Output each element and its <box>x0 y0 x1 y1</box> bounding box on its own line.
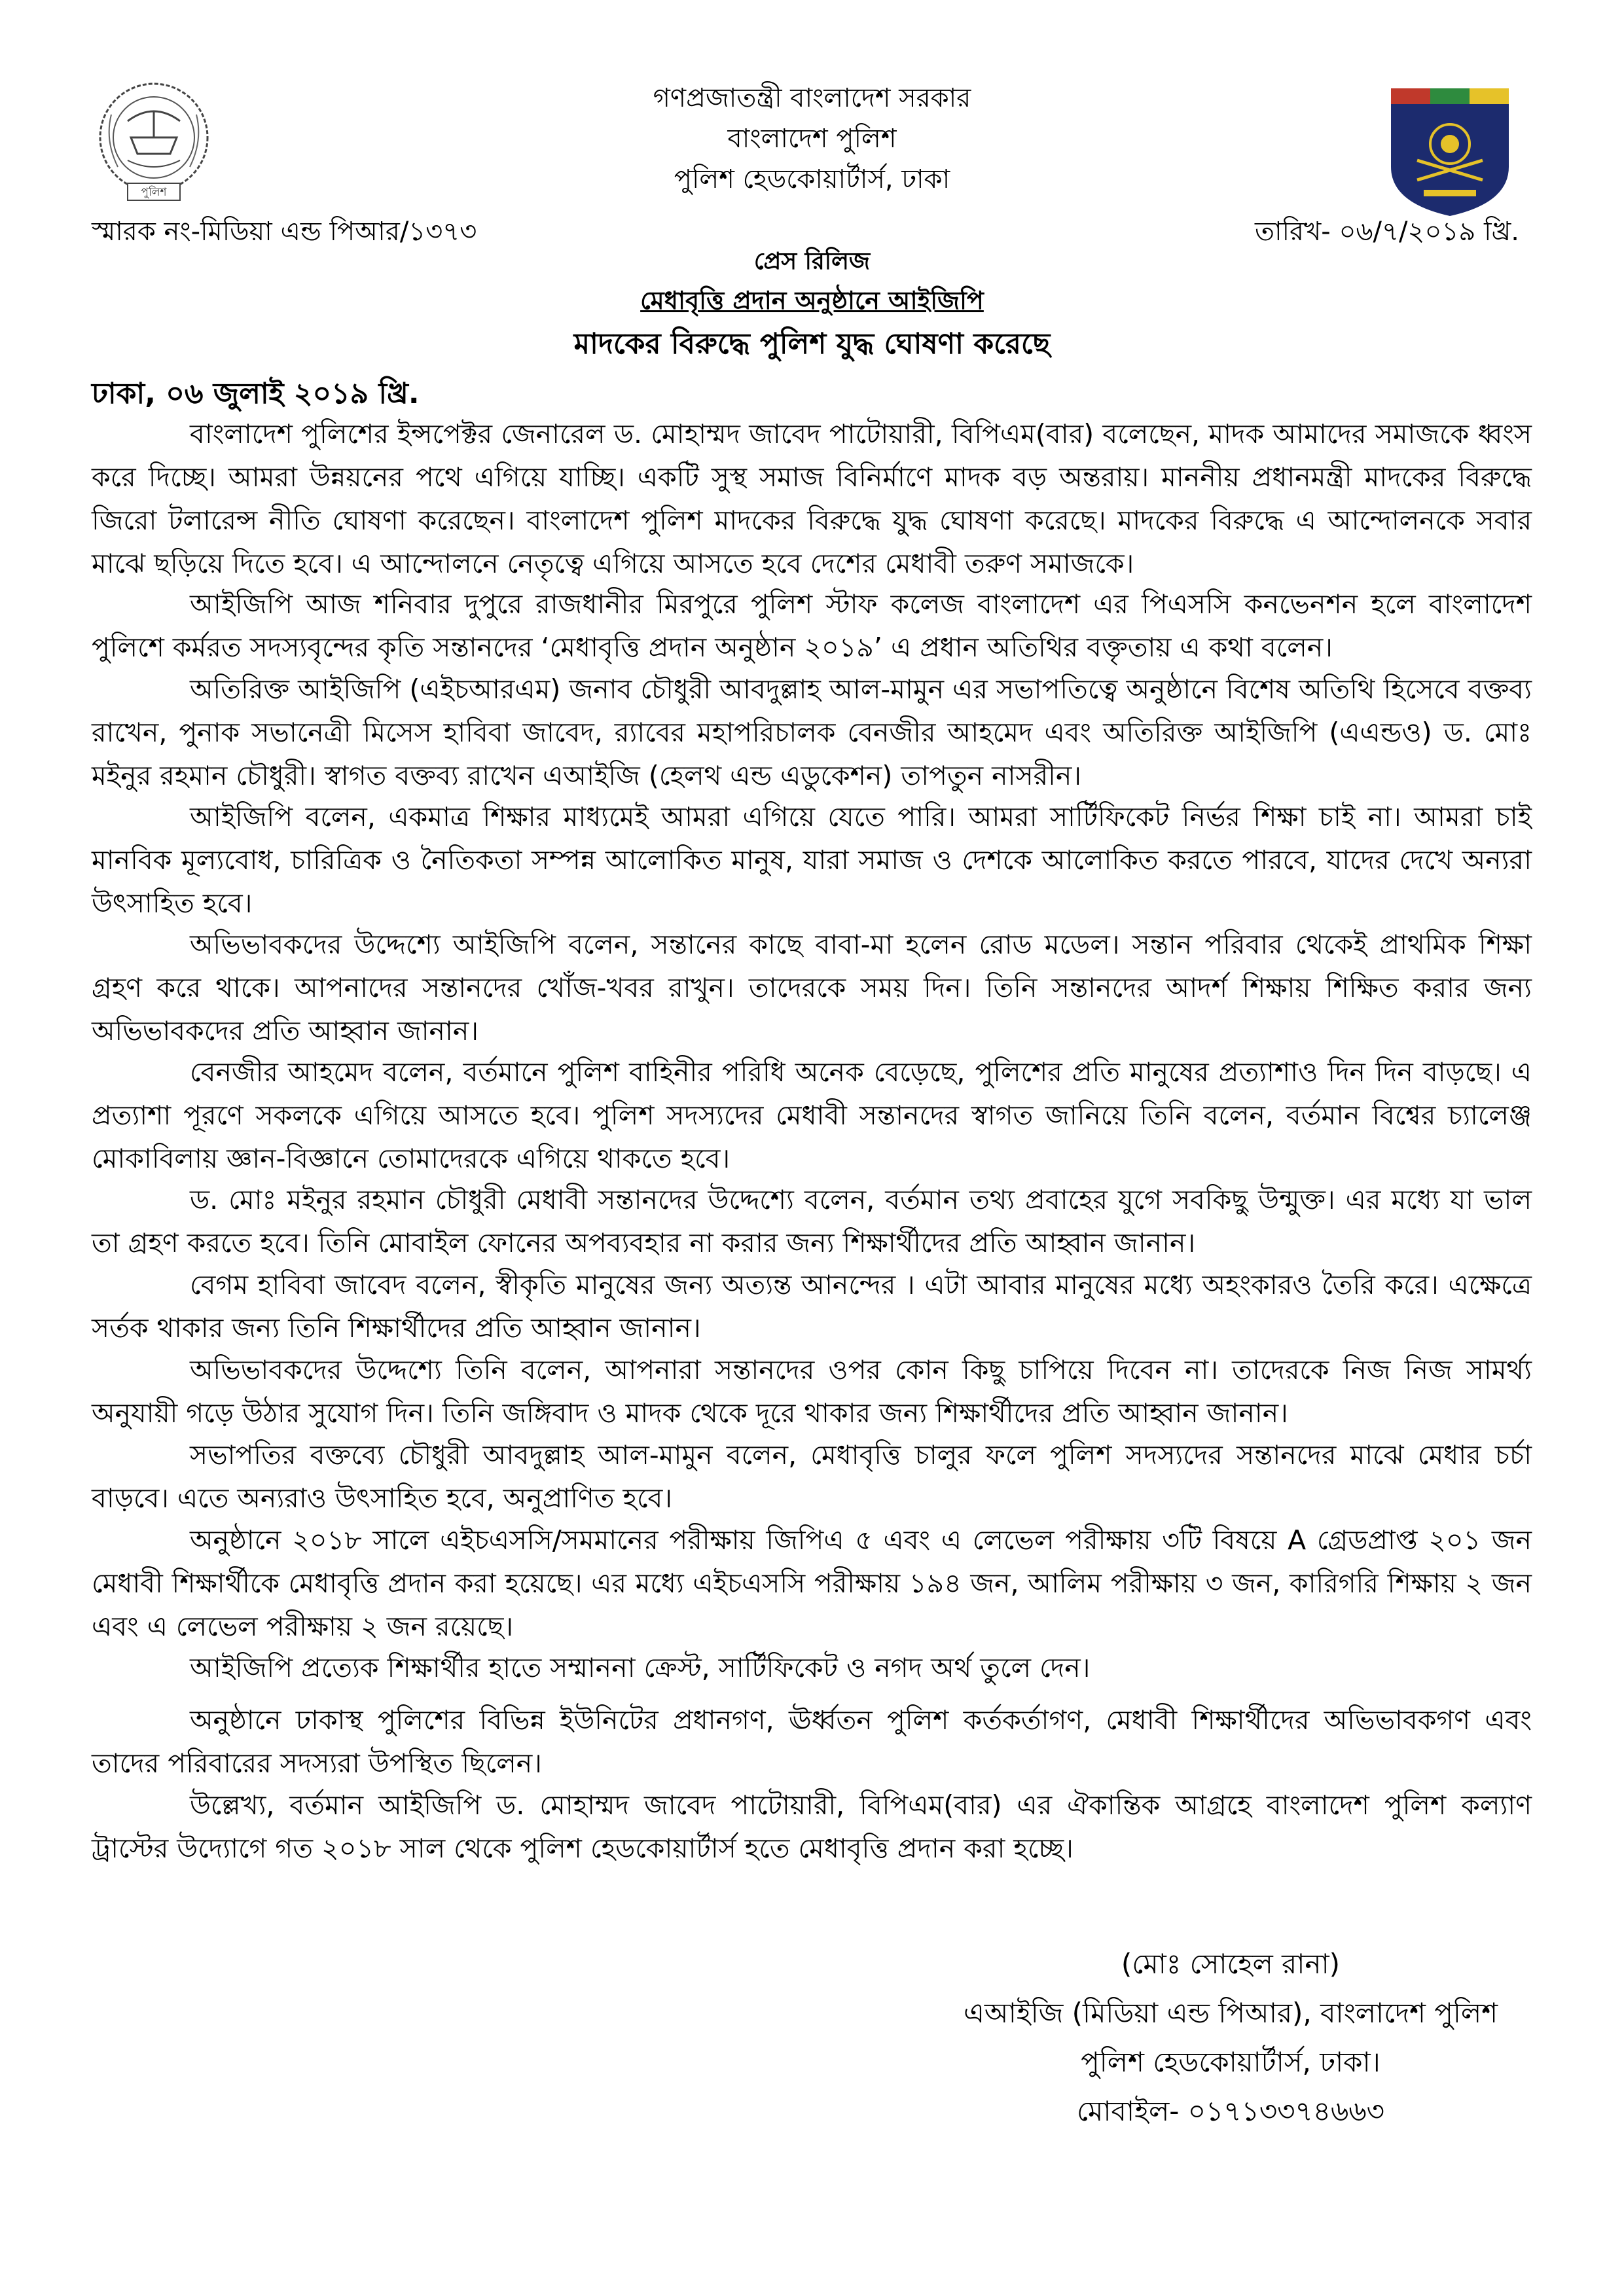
body-paragraph-2: আইজিপি আজ শনিবার দুপুরে রাজধানীর মিরপুরে পুলিশ স্টাফ কলেজ বাংলাদেশ এর পিএসসি কনভেনশন হলে বাংলাদেশ পুলিশে কর্মরত সদস্যবৃন্দের কৃতি সন্তানদের ‘মেধাবৃত্তি প্রদান অনুষ্ঠান ২০১৯’ এ প্রধান অতিথির বক্তৃতায় এ কথা বলেন। <box>92 588 1532 663</box>
body-paragraph-3: অতিরিক্ত আইজিপি (এইচআরএম) জনাব চৌধুরী আবদুল্লাহ আল-মামুন এর সভাপতিত্বে অনুষ্ঠানে বিশেষ অতিথি হিসেবে বক্তব্য রাখেন, পুনাক সভানেত্রী মিসেস হাবিবা জাবেদ, র‍্যাবের মহাপরিচালক বেনজীর আহমেদ এবং অতিরিক্ত আইজিপি (এএন্ডও) ড. মোঃ মইনুর রহমান চৌধুরী। স্বাগত বক্তব্য রাখেন এআইজি (হেলথ এন্ড এডুকেশন) তাপতুন নাসরীন। <box>92 673 1532 791</box>
body-paragraph-13: অনুষ্ঠানে ঢাকাস্থ পুলিশের বিভিন্ন ইউনিটের প্রধানগণ, ঊর্ধ্বতন পুলিশ কর্তকর্তাগণ, মেধাবী শিক্ষার্থীদের অভিভাবকগণ এবং তাদের পরিবারের সদস্যরা উপস্থিত ছিলেন। <box>92 1704 1532 1779</box>
headline: মাদকের বিরুদ্ধে পুলিশ যুদ্ধ ঘোষণা করেছে <box>573 327 1051 361</box>
body-paragraph-8: বেগম হাবিবা জাবেদ বলেন, স্বীকৃতি মানুষের জন্য অত্যন্ত আনন্দের । এটা আবার মানুষের মধ্যে অহংকারও তৈরি করে। এক্ষেত্রে সর্তক থাকার জন্য তিনি শিক্ষার্থীদের প্রতি আহ্বান জানান। <box>92 1269 1532 1344</box>
body-paragraph-5: অভিভাবকদের উদ্দেশ্যে আইজিপি বলেন, সন্তানের কাছে বাবা-মা হলেন রোড মডেল। সন্তান পরিবার থেকেই প্রাথমিক শিক্ষা গ্রহণ করে থাকে। আপনাদের সন্তানদের খোঁজ-খবর রাখুন। তাদেরকে সময় দিন। তিনি সন্তানদের আদর্শ শিক্ষায় শিক্ষিত করার জন্য অভিভাবকদের প্রতি আহ্বান জানান। <box>92 929 1532 1047</box>
subheading-text: মেধাবৃত্তি প্রদান অনুষ্ঠানে আইজিপি <box>640 286 984 315</box>
emblem-label: পুলিশ <box>141 186 167 199</box>
dateline: ঢাকা, ০৬ জুলাই ২০১৯ খ্রি. <box>92 377 420 410</box>
press-release-label: প্রেস রিলিজ <box>753 248 871 275</box>
memo-number: স্মারক নং-মিডিয়া এন্ড পিআর/১৩৭৩ <box>92 217 477 247</box>
body-paragraph-9: অভিভাবকদের উদ্দেশ্যে তিনি বলেন, আপনারা সন্তানদের ওপর কোন কিছু চাপিয়ে দিবেন না। তাদেরকে নিজ নিজ সামর্থ্য অনুযায়ী গড়ে উঠার সুযোগ দিন। তিনি জঙ্গিবাদ ও মাদক থেকে দূরে থাকার জন্য শিক্ষার্থীদের প্রতি আহ্বান জানান। <box>92 1354 1532 1429</box>
issue-date: তারিখ- ০৬/৭/২০১৯ খ্রি. <box>1254 217 1519 247</box>
body-paragraph-10: সভাপতির বক্তব্যে চৌধুরী আবদুল্লাহ আল-মামুন বলেন, মেধাবৃত্তি চালুর ফলে পুলিশ সদস্যদের সন্তানদের মাঝে মেধার চর্চা বাড়বে। এতে অন্যরাও উৎসাহিত হবে, অনুপ্রাণিত হবে। <box>92 1439 1532 1514</box>
body-paragraph-14: উল্লেখ্য, বর্তমান আইজিপি ড. মোহাম্মদ জাবেদ পাটোয়ারী, বিপিএম(বার) এর ঐকান্তিক আগ্রহে বাংলাদেশ পুলিশ কল্যাণ ট্রাস্টের উদ্যোগে গত ২০১৮ সাল থেকে পুলিশ হেডকোয়ার্টার্স হতে মেধাবৃত্তি প্রদান করা হচ্ছে। <box>92 1789 1532 1864</box>
subheading <box>0 281 1624 323</box>
office-name: পুলিশ হেডকোয়ার্টার্স, ঢাকা <box>674 164 950 194</box>
body-paragraph-1: বাংলাদেশ পুলিশের ইন্সপেক্টর জেনারেল ড. মোহাম্মদ জাবেদ পাটোয়ারী, বিপিএম(বার) বলেছেন, মাদক আমাদের সমাজকে ধ্বংস করে দিচ্ছে। আমরা উন্নয়নের পথে এগিয়ে যাচ্ছি। একটি সুস্থ সমাজ বিনির্মাণে মাদক বড় অন্তরায়। মাননীয় প্রধানমন্ত্রী মাদকের বিরুদ্ধে জিরো টলারেন্স নীতি ঘোষণা করেছেন। বাংলাদেশ পুলিশ মাদকের বিরুদ্ধে যুদ্ধ ঘোষণা করেছে। মাদকের বিরুদ্ধে এ আন্দোলনকে সবার মাঝে ছড়িয়ে দিতে হবে। এ আন্দোলনে নেতৃত্বে এগিয়ে আসতে হবে দেশের মেধাবী তরুণ সমাজকে। <box>92 418 1532 579</box>
body-paragraph-4: আইজিপি বলেন, একমাত্র শিক্ষার মাধ্যমেই আমরা এগিয়ে যেতে পারি। আমরা সার্টিফিকেট নির্ভর শিক্ষা চাই না। আমরা চাই মানবিক মূল্যবোধ, চারিত্রিক ও নৈতিকতা সম্পন্ন আলোকিত মানুষ, যারা সমাজ ও দেশকে আলোকিত করতে পারবে, যাদের দেখে অন্যরা উৎসাহিত হবে। <box>92 801 1532 919</box>
signatory-designation: এআইজি (মিডিয়া এন্ড পিআর), বাংলাদেশ পুলিশ <box>963 1997 1498 2029</box>
govt-name: গণপ্রজাতন্ত্রী বাংলাদেশ সরকার <box>653 83 971 113</box>
body-paragraph-12: আইজিপি প্রত্যেক শিক্ষার্থীর হাতে সম্মাননা ক্রেস্ট, সার্টিফিকেট ও নগদ অর্থ তুলে দেন। <box>190 1652 1091 1683</box>
signatory-office: পুলিশ হেডকোয়ার্টার্স, ঢাকা। <box>1081 2046 1380 2078</box>
signatory-name: (মোঃ সোহেল রানা) <box>1121 1948 1341 1980</box>
body-paragraph-6: বেনজীর আহমেদ বলেন, বর্তমানে পুলিশ বাহিনীর পরিধি অনেক বেড়েছে, পুলিশের প্রতি মানুষের প্রত্যাশাও দিন দিন বাড়ছে। এ প্রত্যাশা পূরণে সকলকে এগিয়ে আসতে হবে। পুলিশ সদস্যদের মেধাবী সন্তানদের স্বাগত জানিয়ে তিনি বলেন, বর্তমান বিশ্বের চ্যালেঞ্জ মোকাবিলায় জ্ঞান-বিজ্ঞানে তোমাদেরকে এগিয়ে থাকতে হবে। <box>92 1056 1532 1174</box>
department-name: বাংলাদেশ পুলিশ <box>727 124 897 154</box>
signatory-mobile: মোবাইল- ০১৭১৩৩৭৪৬৬৩ <box>1077 2095 1384 2127</box>
body-paragraph-11: অনুষ্ঠানে ২০১৮ সালে এইচএসসি/সমমানের পরীক্ষায় জিপিএ ৫ এবং এ লেভেল পরীক্ষায় ৩টি বিষয়ে A গ্রেডপ্রাপ্ত ২০১ জন মেধাবী শিক্ষার্থীকে মেধাবৃত্তি প্রদান করা হয়েছে। এর মধ্যে এইচএসসি পরীক্ষায় ১৯৪ জন, আলিম পরীক্ষায় ৩ জন, কারিগরি শিক্ষায় ২ জন এবং এ লেভেল পরীক্ষায় ২ জন রয়েছে। <box>92 1524 1532 1642</box>
body-paragraph-7: ড. মোঃ মইনুর রহমান চৌধুরী মেধাবী সন্তানদের উদ্দেশ্যে বলেন, বর্তমান তথ্য প্রবাহের যুগে সবকিছু উন্মুক্ত। এর মধ্যে যা ভাল তা গ্রহণ করতে হবে। তিনি মোবাইল ফোনের অপব্যবহার না করার জন্য শিক্ষার্থীদের প্রতি আহ্বান জানান। <box>92 1184 1532 1259</box>
